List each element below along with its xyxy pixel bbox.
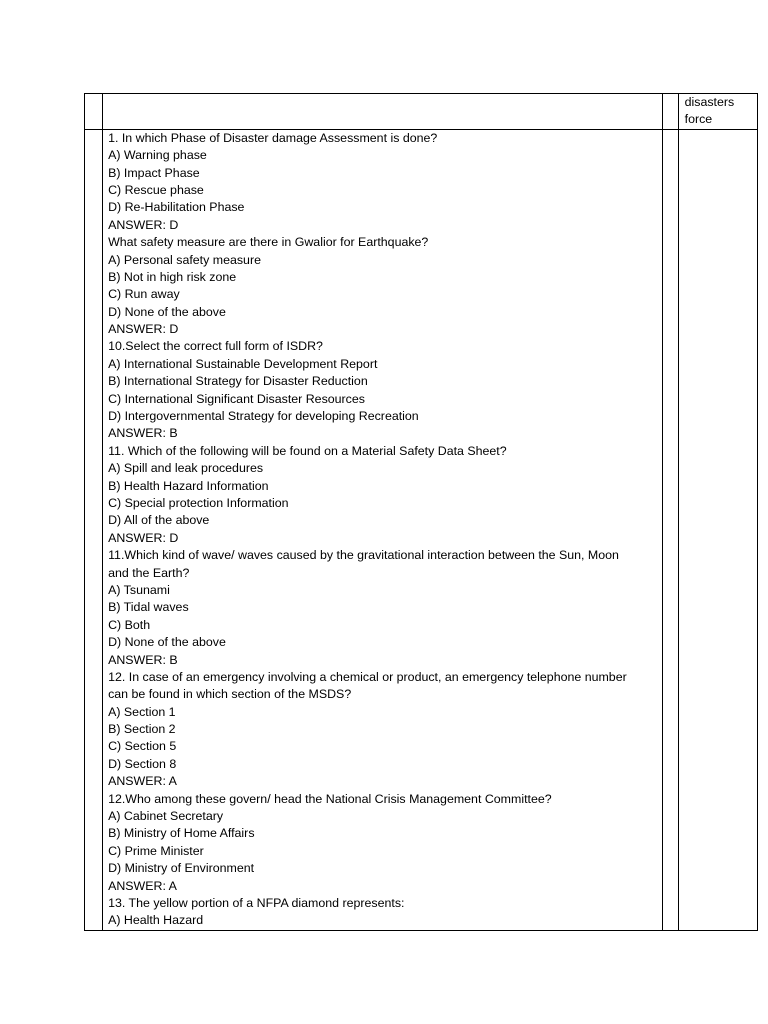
question-line: B) Ministry of Home Affairs bbox=[108, 826, 255, 841]
question-line: ANSWER: B bbox=[108, 652, 178, 667]
question-line: B) Health Hazard Information bbox=[108, 478, 269, 493]
question-line: B) Not in high risk zone bbox=[108, 269, 237, 284]
question-line: 12. In case of an emergency involving a chemical or product, an emergency telephone number bbox=[108, 669, 627, 684]
question-line: ANSWER: D bbox=[108, 530, 179, 545]
question-line: A) Section 1 bbox=[108, 704, 176, 719]
body-cell-index bbox=[85, 129, 103, 930]
question-line: ANSWER: B bbox=[108, 426, 178, 441]
table-header-row bbox=[85, 94, 758, 130]
question-line: 12.Who among these govern/ head the National Crisis Management Committee? bbox=[108, 791, 552, 806]
question-line: 1. In which Phase of Disaster damage Assessment is done? bbox=[108, 130, 438, 145]
question-line: B) Impact Phase bbox=[108, 165, 200, 180]
body-cell-spacer bbox=[662, 129, 678, 930]
question-line: A) International Sustainable Development Report bbox=[108, 356, 378, 371]
question-line: C) Prime Minister bbox=[108, 843, 204, 858]
question-line: A) Personal safety measure bbox=[108, 252, 261, 267]
question-line: A) Tsunami bbox=[108, 582, 170, 597]
body-cell-questions bbox=[103, 129, 662, 930]
question-line: 11. Which of the following will be found on a Material Safety Data Sheet? bbox=[108, 443, 507, 458]
question-line: A) Spill and leak procedures bbox=[108, 461, 264, 476]
question-line: ANSWER: D bbox=[108, 217, 179, 232]
question-line: C) Rescue phase bbox=[108, 182, 204, 197]
question-line: C) Section 5 bbox=[108, 739, 177, 754]
question-line: D) Ministry of Environment bbox=[108, 861, 255, 876]
question-line: can be found in which section of the MSDS? bbox=[108, 687, 352, 702]
question-line: B) Section 2 bbox=[108, 722, 176, 737]
question-line: 13. The yellow portion of a NFPA diamond represents: bbox=[108, 895, 405, 910]
question-line: C) Special protection Information bbox=[108, 495, 289, 510]
question-line: A) Warning phase bbox=[108, 148, 207, 163]
header-note-line: disasters bbox=[684, 95, 735, 109]
question-line: D) None of the above bbox=[108, 635, 226, 650]
question-line: and the Earth? bbox=[108, 565, 190, 580]
question-line: What safety measure are there in Gwalior for Earthquake? bbox=[108, 235, 429, 250]
question-line: B) International Strategy for Disaster Reduction bbox=[108, 374, 368, 389]
header-note-line: force bbox=[684, 112, 713, 127]
question-line: D) None of the above bbox=[108, 304, 226, 319]
table-body-row bbox=[85, 129, 758, 930]
header-cell-content bbox=[103, 94, 662, 130]
question-line: ANSWER: A bbox=[108, 774, 177, 789]
question-line: C) International Significant Disaster Resources bbox=[108, 391, 365, 406]
header-cell-notes bbox=[678, 94, 757, 130]
question-line: D) Re-Habilitation Phase bbox=[108, 200, 245, 215]
header-cell-spacer bbox=[662, 94, 678, 130]
question-line: 10.Select the correct full form of ISDR? bbox=[108, 339, 323, 354]
question-line: A) Health Hazard bbox=[108, 913, 204, 928]
body-cell-notes bbox=[678, 129, 757, 930]
question-table bbox=[84, 93, 758, 931]
question-line: ANSWER: D bbox=[108, 322, 179, 337]
question-line: 11.Which kind of wave/ waves caused by the gravitational interaction between the Sun, Moon bbox=[108, 548, 619, 563]
question-line: D) All of the above bbox=[108, 513, 210, 528]
question-line: ANSWER: A bbox=[108, 878, 177, 893]
question-line: C) Run away bbox=[108, 287, 180, 302]
question-line: B) Tidal waves bbox=[108, 600, 189, 615]
question-line: D) Intergovernmental Strategy for developing Recreation bbox=[108, 409, 419, 424]
header-cell-index bbox=[85, 94, 103, 130]
question-line: D) Section 8 bbox=[108, 756, 177, 771]
question-line: C) Both bbox=[108, 617, 151, 632]
question-line: A) Cabinet Secretary bbox=[108, 809, 224, 824]
question-list bbox=[103, 130, 661, 930]
